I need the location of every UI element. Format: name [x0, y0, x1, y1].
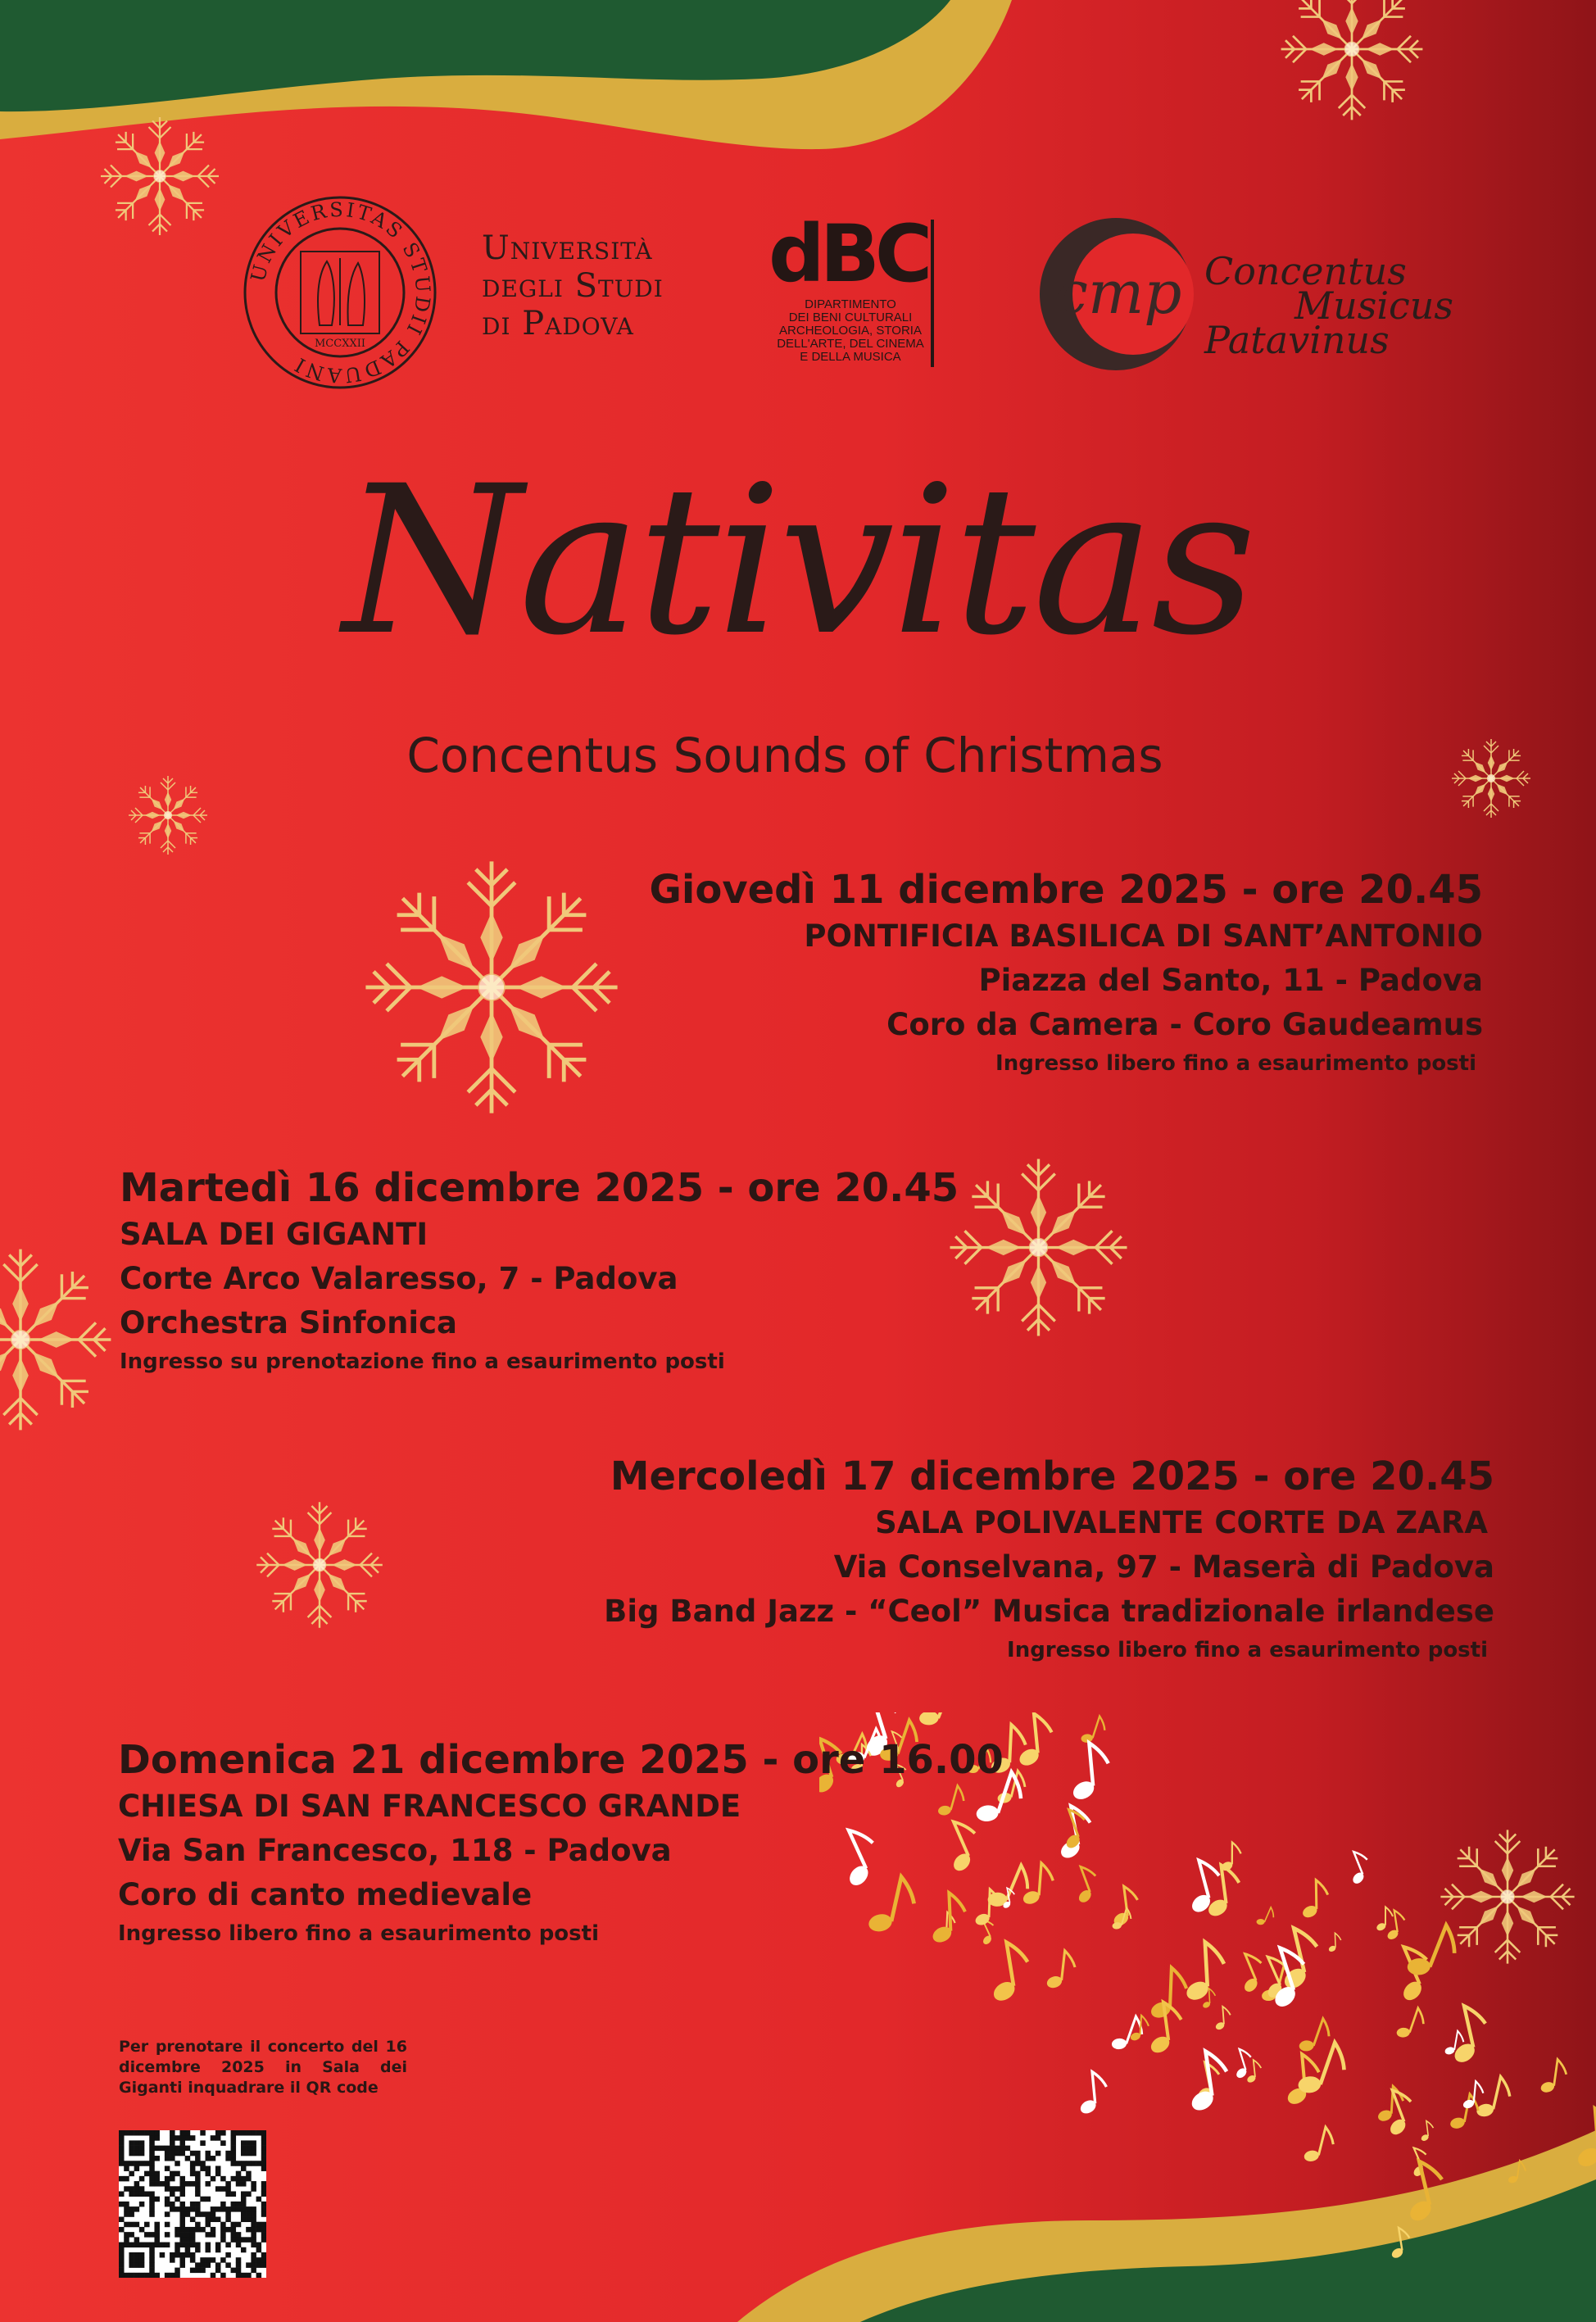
event-2: [120, 1163, 959, 1378]
music-note-icon: [1539, 2057, 1568, 2097]
snowflake-icon: [98, 115, 221, 238]
event-note: Ingresso libero fino a esaurimento posti: [995, 1051, 1476, 1076]
poster-title: Nativitas: [342, 442, 1254, 680]
music-note-icon: [1108, 1884, 1140, 1929]
dbc-caption-line: DIPARTIMENTO: [805, 297, 896, 311]
snowflake-icon: [946, 1155, 1131, 1340]
music-note-icon: [1507, 2159, 1527, 2186]
event-date: Giovedì 11 dicembre 2025 - ore 20.45: [649, 867, 1483, 913]
music-note-icon: [1394, 2003, 1428, 2044]
music-note-icon: [1341, 1848, 1375, 1887]
music-note-icon: [1448, 2091, 1481, 2134]
dbc-caption-line: DEI BENI CULTURALI: [788, 311, 913, 324]
music-note-icon: [1254, 1904, 1277, 1930]
qr-instructions: Per prenotare il concerto del 16 dicembre 2025 in Sala dei Giganti inquadrare il QR code: [119, 2038, 407, 2097]
university-name-line: Università: [482, 229, 653, 267]
event-place: CHIESA DI SAN FRANCESCO GRANDE: [118, 1789, 741, 1824]
snowflake-icon: [1278, 0, 1426, 123]
snowflake-icon: [0, 1245, 115, 1434]
event-address: Piazza del Santo, 11 - Padova: [978, 963, 1483, 998]
music-note-icon: [1181, 1941, 1226, 2004]
university-seal-logo: [242, 194, 438, 391]
university-name-line: degli Studi: [482, 267, 664, 305]
dbc-divider: [931, 220, 934, 367]
cmp-text-line: Patavinus: [1204, 318, 1390, 362]
music-note-icon: [1376, 1907, 1393, 1932]
music-note-icon: [1401, 1916, 1462, 1989]
event-1: [649, 865, 1483, 1080]
music-note-icon: [1021, 1862, 1054, 1908]
music-note-icon: [1442, 2002, 1494, 2068]
dbc-caption-line: E DELLA MUSICA: [800, 350, 901, 364]
music-note-icon: [1386, 2226, 1412, 2261]
music-note-icon: [1300, 1880, 1328, 1920]
cmp-text-line: Musicus: [1294, 283, 1454, 328]
university-name-logo: [482, 229, 664, 342]
music-note-icon: [1327, 1933, 1341, 1952]
cmp-text-line: Concentus: [1204, 249, 1407, 293]
event-date: Mercoledì 17 dicembre 2025 - ore 20.45: [610, 1454, 1494, 1499]
music-note-icon: [1571, 2107, 1596, 2170]
event-note: Ingresso su prenotazione fino a esaurimento posti: [120, 1349, 725, 1374]
snowflake-icon: [360, 856, 623, 1118]
music-note-icon: [1045, 1949, 1077, 1993]
music-note-icon: [1301, 2123, 1337, 2168]
music-note-icon: [1418, 2120, 1435, 2143]
university-name-line: di Padova: [482, 305, 634, 342]
music-note-icon: [914, 1712, 966, 1736]
event-date: Martedì 16 dicembre 2025 - ore 20.45: [120, 1165, 959, 1211]
music-note-icon: [1054, 1806, 1092, 1853]
qr-code[interactable]: [119, 2130, 266, 2278]
event-address: Via Conselvana, 97 - Maserà di Padova: [833, 1549, 1494, 1585]
music-note-icon: [1231, 1949, 1271, 1996]
cmp-logo-text: [1204, 249, 1454, 362]
event-3: [604, 1452, 1494, 1667]
event-4: [118, 1735, 1004, 1950]
music-note-icon: [1013, 1712, 1055, 1769]
svg-text:UNIVERSITAS STUDII PADUANI: UNIVERSITAS STUDII PADUANI: [246, 197, 435, 388]
svg-text:MCCXXII: MCCXXII: [315, 338, 365, 350]
event-note: Ingresso libero fino a esaurimento posti: [118, 1921, 599, 1946]
music-note-icon: [1075, 2070, 1109, 2116]
svg-text:cmp: cmp: [1054, 258, 1182, 327]
event-place: SALA POLIVALENTE CORTE DA ZARA: [875, 1505, 1488, 1540]
music-note-icon: [1067, 1863, 1104, 1907]
music-note-icon: [1143, 2000, 1186, 2057]
event-performers: Coro di canto medievale: [118, 1877, 533, 1912]
music-note-icon: [1376, 2085, 1403, 2125]
event-performers: Coro da Camera - Coro Gaudeamus: [886, 1007, 1483, 1042]
music-note-icon: [1396, 2157, 1451, 2226]
cmp-logo-mark: [1036, 215, 1196, 374]
event-address: Via San Francesco, 118 - Padova: [118, 1833, 672, 1868]
music-note-icon: [1213, 2006, 1232, 2031]
music-note-icon: [1066, 1741, 1112, 1803]
event-place: SALA DEI GIGANTI: [120, 1217, 428, 1252]
music-note-icon: [1148, 1966, 1187, 2021]
music-note-icon: [1245, 2059, 1263, 2084]
event-note: Ingresso libero fino a esaurimento posti: [1007, 1638, 1488, 1662]
dbc-mark: dBC: [769, 208, 928, 300]
dbc-caption-line: DELL'ARTE, DEL CINEMA: [777, 337, 924, 351]
event-date: Domenica 21 dicembre 2025 - ore 16.00: [118, 1737, 1004, 1783]
dbc-logo: [769, 208, 932, 364]
dbc-caption-line: ARCHEOLOGIA, STORIA: [779, 324, 922, 338]
poster-subtitle: Concentus Sounds of Christmas: [406, 728, 1163, 783]
event-performers: Big Band Jazz - “Ceol” Musica tradizionale irlandese: [604, 1594, 1494, 1629]
music-note-icon: [1078, 1712, 1109, 1748]
snowflake-icon: [127, 774, 209, 856]
event-place: PONTIFICIA BASILICA DI SANT’ANTONIO: [804, 918, 1483, 954]
event-address: Corte Arco Valaresso, 7 - Padova: [120, 1261, 678, 1296]
snowflake-icon: [254, 1499, 385, 1630]
event-performers: Orchestra Sinfonica: [120, 1305, 457, 1340]
music-note-icon: [1473, 2073, 1514, 2124]
music-note-icon: [1181, 2048, 1232, 2115]
